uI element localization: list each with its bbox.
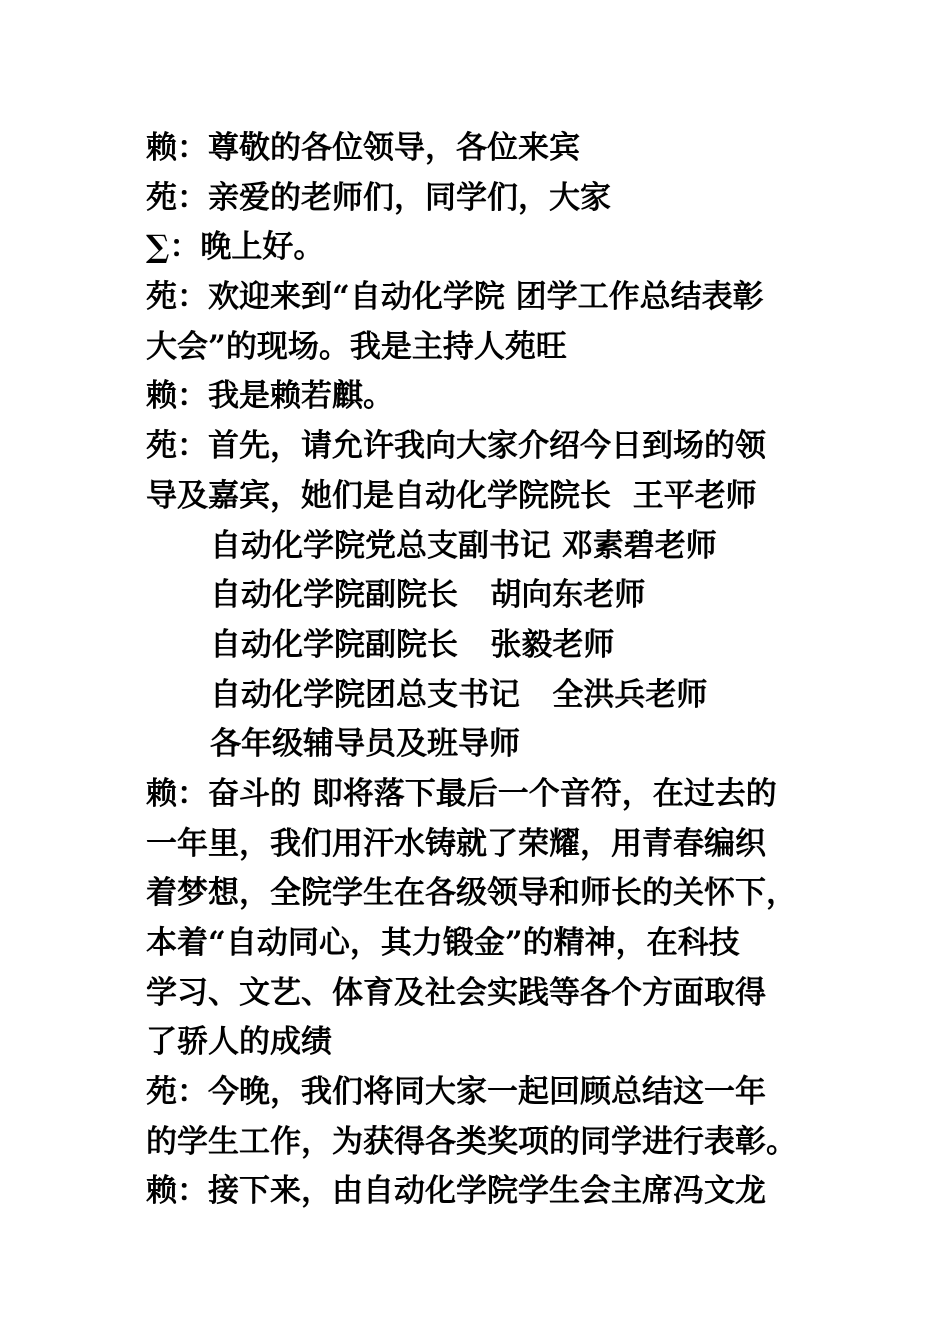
guest-line: 自动化学院党总支副书记 邓素碧老师 xyxy=(210,527,717,564)
text-line: 了骄人的成绩 xyxy=(146,1024,332,1061)
text-line: 本着“自动同心，其力锻金”的精神，在科技 xyxy=(146,925,740,961)
text-line: 的学生工作，为获得各类奖项的同学进行表彰。 xyxy=(146,1123,797,1160)
text-line: 赖：奋斗的 即将落下最后一个音符，在过去的 xyxy=(146,775,777,812)
guest-line: 自动化学院副院长 胡向东老师 xyxy=(210,577,646,614)
text-line: 着梦想，全院学生在各级领导和师长的关怀下， xyxy=(146,875,797,912)
text-line: ∑：晚上好。 xyxy=(146,229,325,266)
text-line: 导及嘉宾，她们是自动化学院院长 王平老师 xyxy=(146,477,757,514)
text-line: 大会”的现场。我是主持人苑旺 xyxy=(146,328,567,365)
text-line: 苑：亲爱的老师们，同学们，大家 xyxy=(146,179,611,216)
text-line: 苑：欢迎来到“自动化学院 团学工作总结表彰 xyxy=(146,279,764,316)
text-line: 苑：今晚，我们将同大家一起回顾总结这一年 xyxy=(146,1074,766,1111)
text-line: 赖：我是赖若麒。 xyxy=(146,378,394,415)
text-line: 赖：尊敬的各位领导，各位来宾 xyxy=(146,130,580,166)
script-text xyxy=(146,124,826,1217)
text-line: 赖：接下来，由自动化学院学生会主席冯文龙 xyxy=(146,1173,766,1210)
text-line: 苑：首先，请允许我向大家介绍今日到场的领 xyxy=(146,428,766,465)
guest-line: 各年级辅导员及班导师 xyxy=(210,726,520,763)
text-line: 一年里，我们用汗水铸就了荣耀，用青春编织 xyxy=(146,825,766,862)
text-line: 学习、文艺、体育及社会实践等各个方面取得 xyxy=(146,974,766,1011)
guest-line: 自动化学院副院长 张毅老师 xyxy=(210,626,615,663)
guest-line: 自动化学院团总支书记 全洪兵老师 xyxy=(210,676,708,713)
